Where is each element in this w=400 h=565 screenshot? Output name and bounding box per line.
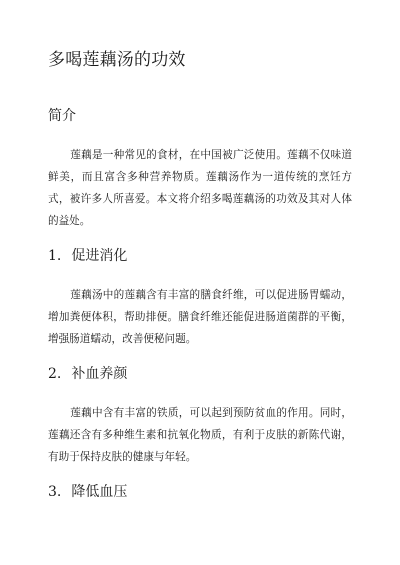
section-heading-text: 补血养颜 [71, 366, 128, 382]
section-heading-digestion [48, 246, 352, 266]
document-title: 多喝莲藕汤的功效 [48, 50, 186, 70]
section-heading-intro [48, 106, 352, 126]
section-paragraph-digestion: 莲藕汤中的莲藕含有丰富的膳食纤维，可以促进肠胃蠕动，增加粪便体积，帮助排便。膳食纤维还能促进肠道菌群的平衡，增强肠道蠕动，改善便秘问题。 [48, 289, 352, 345]
section-heading-blood [48, 364, 352, 384]
section-paragraph-intro: 莲藕是一种常见的食材，在中国被广泛使用。莲藕不仅味道鲜美，而且富含多种营养物质。莲藕汤作为一道传统的烹饪方式，被许多人所喜爱。本文将介绍多喝莲藕汤的功效及其对人体的益处。 [48, 149, 352, 227]
section-number: 2. [48, 366, 62, 382]
section-heading-text: 促进消化 [71, 248, 128, 264]
section-heading-text: 简介 [48, 108, 76, 124]
section-number: 1. [48, 248, 62, 264]
section-number: 3. [48, 484, 62, 500]
section-heading-text: 降低血压 [71, 484, 128, 500]
section-heading-blood-pressure [48, 482, 352, 502]
section-paragraph-blood: 莲藕中含有丰富的铁质，可以起到预防贫血的作用。同时，莲藕还含有多种维生素和抗氧化物质，有利于皮肤的新陈代谢，有助于保持皮肤的健康与年轻。 [48, 407, 352, 463]
